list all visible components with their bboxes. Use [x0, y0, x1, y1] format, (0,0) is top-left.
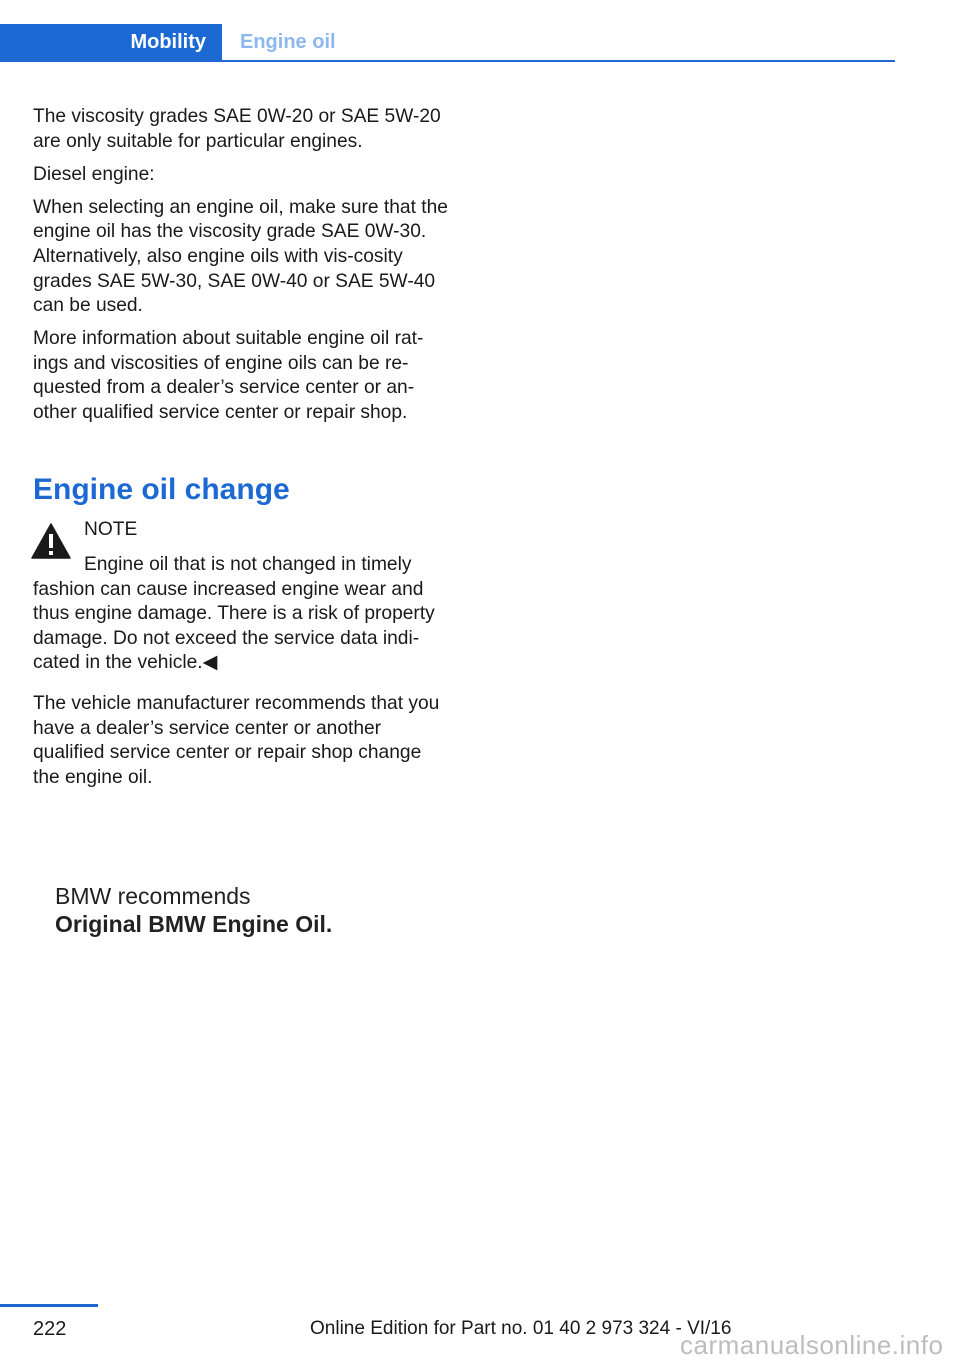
page-number: 222	[33, 1318, 67, 1340]
advert-line-2: Original BMW Engine Oil.	[55, 911, 333, 937]
advert-line-1: BMW recommends	[55, 883, 251, 909]
paragraph-viscosity: The viscosity grades SAE 0W-20 or SAE 5W-20 are only suitable for particular engines.	[33, 106, 441, 152]
note-label: NOTE	[84, 519, 138, 540]
header-divider	[0, 60, 895, 62]
paragraph-diesel-oil: When selecting an engine oil, make sure that the engine oil has the viscosity grade SAE 0W-30. Alternatively, also engine oils with vis-cosity grades SAE 5W-30, SAE 0W-40 or SAE 5W-40 can be used.	[33, 196, 448, 317]
footer-divider	[0, 1304, 98, 1307]
tab-mobility-label: Mobility	[130, 30, 206, 53]
watermark: carmanualsonline.info	[680, 1330, 944, 1360]
tab-engine-oil[interactable]	[240, 24, 336, 60]
tab-engine-oil-label: Engine oil	[240, 30, 336, 53]
note-text	[33, 553, 453, 676]
bmw-oil-advert	[55, 882, 332, 938]
page-header	[0, 0, 895, 62]
section-heading: Engine oil change	[33, 473, 290, 506]
paragraph-diesel-label: Diesel engine:	[33, 163, 155, 185]
recommendation-paragraph: The vehicle manufacturer recommends that you have a dealer’s service center or another qualified service center or repair shop change the engine oil.	[33, 693, 440, 788]
paragraph-more-info: More information about suitable engine oil rat-ings and viscosities of engine oils can be re-quested from a dealer’s service center or an-other qualified service center or repair shop.	[33, 328, 424, 424]
intro-text	[33, 105, 453, 434]
edition-info: Online Edition for Part no. 01 40 2 973 324 - VI/16	[310, 1318, 732, 1339]
note-text-content: Engine oil that is not changed in timely fashion can cause increased engine wear and thus engine damage. There is a risk of property damage. Do not exceed the service data indi-cated in the vehicle.◀	[33, 554, 435, 674]
tab-mobility[interactable]	[0, 24, 222, 60]
